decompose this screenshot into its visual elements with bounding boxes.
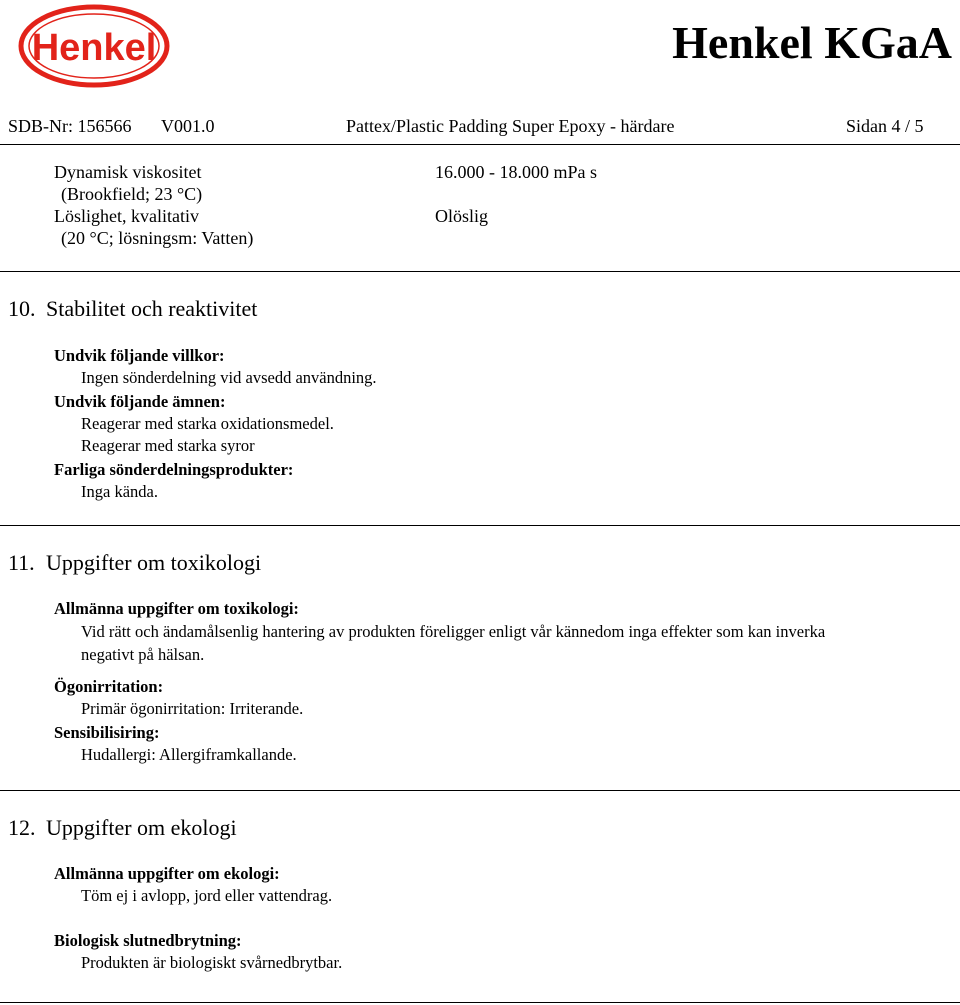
field-label: Sensibilisiring: bbox=[54, 723, 160, 742]
property-value: Olöslig bbox=[435, 206, 489, 226]
page-number: Sidan 4 / 5 bbox=[846, 116, 924, 136]
section-divider bbox=[0, 525, 960, 526]
field-text: Inga kända. bbox=[81, 482, 158, 501]
section-divider bbox=[0, 1002, 960, 1003]
field-text: Hudallergi: Allergiframkallande. bbox=[81, 745, 297, 764]
field-label: Biologisk slutnedbrytning: bbox=[54, 931, 242, 950]
property-name: Dynamisk viskositet bbox=[54, 162, 202, 182]
field-text: Reagerar med starka syror bbox=[81, 436, 255, 455]
header-divider bbox=[0, 144, 960, 145]
property-value: 16.000 - 18.000 mPa s bbox=[435, 162, 597, 182]
logo-wordmark: Henkel bbox=[31, 27, 157, 69]
field-label: Farliga sönderdelningsprodukter: bbox=[54, 460, 294, 479]
section-heading bbox=[8, 815, 237, 841]
section-divider bbox=[0, 790, 960, 791]
section-title: Uppgifter om toxikologi bbox=[46, 550, 262, 575]
field-text: Ingen sönderdelning vid avsedd användning. bbox=[81, 368, 377, 387]
property-condition: (Brookfield; 23 °C) bbox=[61, 184, 203, 204]
section-number: 12. bbox=[8, 815, 36, 840]
property-condition: (20 °C; lösningsm: Vatten) bbox=[61, 228, 254, 248]
sdb-number: SDB-Nr: 156566 bbox=[8, 116, 132, 136]
section-divider bbox=[0, 271, 960, 272]
field-label: Undvik följande ämnen: bbox=[54, 392, 226, 411]
field-text: negativt på hälsan. bbox=[81, 645, 205, 664]
property-name: Löslighet, kvalitativ bbox=[54, 206, 199, 226]
section-title: Uppgifter om ekologi bbox=[46, 815, 237, 840]
section-number: 11. bbox=[8, 550, 35, 575]
field-label: Ögonirritation: bbox=[54, 677, 164, 696]
section-number: 10. bbox=[8, 296, 36, 321]
field-text: Produkten är biologiskt svårnedbrytbar. bbox=[81, 953, 343, 972]
section-title: Stabilitet och reaktivitet bbox=[46, 296, 258, 321]
field-text: Vid rätt och ändamålsenlig hantering av produkten föreligger enligt vår kännedom inga effekter som kan inverka bbox=[81, 622, 826, 641]
product-name: Pattex/Plastic Padding Super Epoxy - härdare bbox=[346, 116, 675, 136]
field-text: Reagerar med starka oxidationsmedel. bbox=[81, 414, 334, 433]
field-label: Allmänna uppgifter om toxikologi: bbox=[54, 599, 299, 618]
company-name: Henkel KGaA bbox=[672, 17, 952, 68]
field-text: Töm ej i avlopp, jord eller vattendrag. bbox=[81, 886, 333, 905]
henkel-logo-icon bbox=[18, 4, 170, 88]
field-label: Allmänna uppgifter om ekologi: bbox=[54, 864, 280, 883]
version-label: V001.0 bbox=[161, 116, 215, 136]
field-text: Primär ögonirritation: Irriterande. bbox=[81, 699, 304, 718]
henkel-logo bbox=[18, 4, 170, 88]
section-heading bbox=[8, 550, 261, 576]
field-label: Undvik följande villkor: bbox=[54, 346, 225, 365]
section-heading bbox=[8, 296, 257, 322]
